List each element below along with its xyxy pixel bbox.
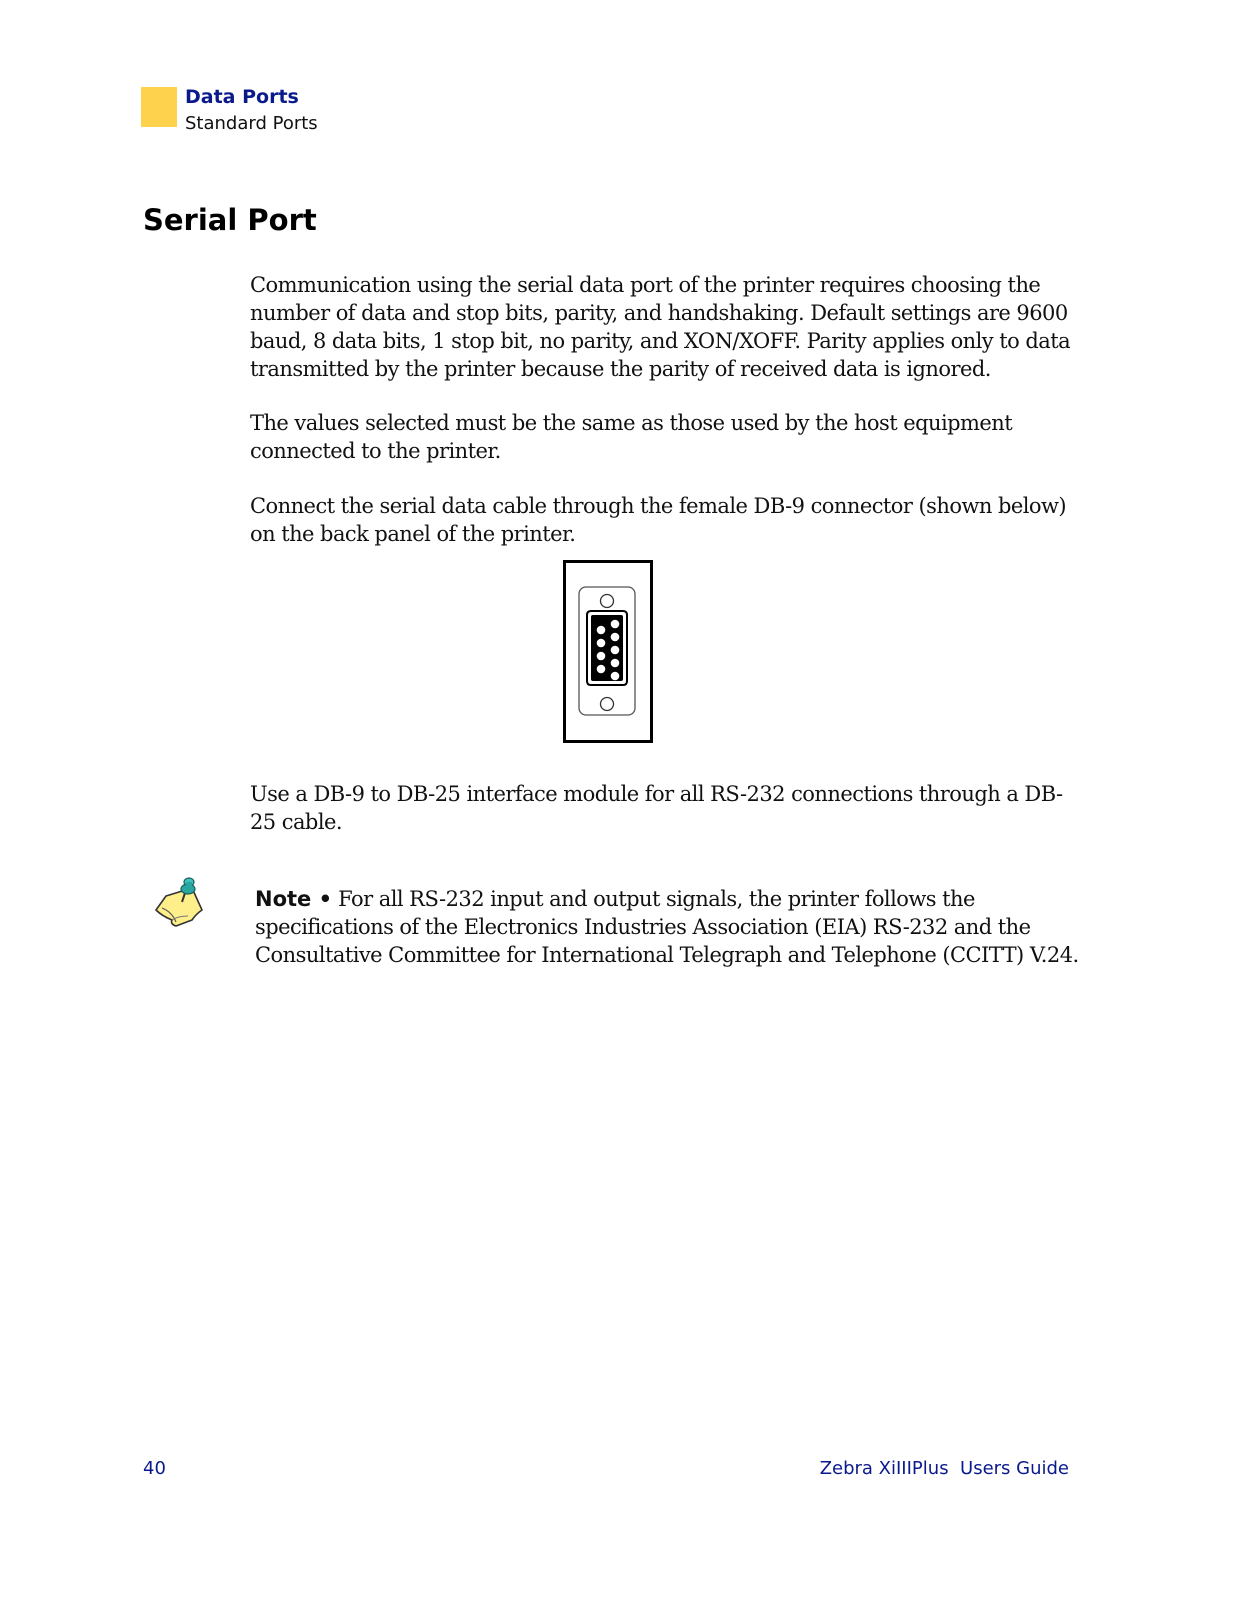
header-accent-tab <box>141 87 177 127</box>
header-chapter-title: Data Ports <box>185 86 299 108</box>
note-pin-icon <box>152 876 208 932</box>
footer-guide-title: Zebra XiIIIPlus Users Guide <box>819 1458 1069 1479</box>
header-section-subtitle: Standard Ports <box>185 113 318 134</box>
note-label: Note • <box>255 887 333 911</box>
paragraph-connect-cable: Connect the serial data cable through the female DB-9 connector (shown below) on the back panel of the printer. <box>250 494 1067 546</box>
paragraph-serial-settings: Communication using the serial data port of the printer requires choosing the number of data and stop bits, parity, and handshaking. Default settings are 9600 baud, 8 data bits, 1 stop bit, no parity, and XON/XOFF. Parity applies only to data transmitted by the printer because the parity of received data is ignored. <box>250 273 1071 381</box>
note-body: For all RS-232 input and output signals, the printer follows the specifications of the Electronics Industries Association (EIA) RS-232 and the Consultative Committee for International Telegraph and Telephone (CCITT) V.24. <box>255 887 1079 967</box>
paragraph-db25-module: Use a DB-9 to DB-25 interface module for all RS-232 connections through a DB-25 cable. <box>250 782 1063 834</box>
paragraph-host-values: The values selected must be the same as those used by the host equipment connected to the printer. <box>250 411 1013 463</box>
note-text <box>255 885 1085 969</box>
footer-page-number: 40 <box>143 1458 166 1479</box>
section-title: Serial Port <box>143 203 317 237</box>
db9-connector-icon <box>563 560 653 743</box>
